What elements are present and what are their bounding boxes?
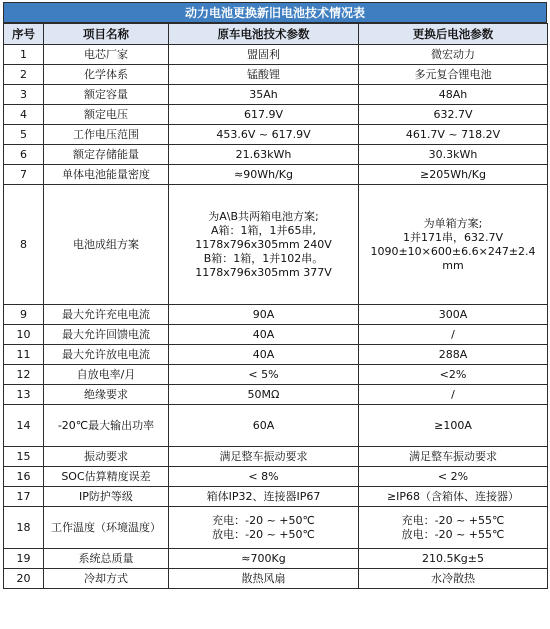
cell-new <box>359 549 548 569</box>
cell-line: mm <box>442 258 464 272</box>
cell-original <box>169 185 359 305</box>
cell-no: 4 <box>4 105 44 125</box>
cell-line: / <box>451 387 455 401</box>
cell-item: 绝缘要求 <box>44 385 169 405</box>
cell-new <box>359 507 548 549</box>
cell-new <box>359 385 548 405</box>
cell-line: 48Ah <box>438 87 468 101</box>
cell-new <box>359 85 548 105</box>
cell-original <box>169 405 359 447</box>
table-row <box>4 365 548 385</box>
cell-original <box>169 65 359 85</box>
table-row <box>4 65 548 85</box>
table-row <box>4 467 548 487</box>
cell-line: ≈700Kg <box>241 551 286 565</box>
cell-new <box>359 569 548 589</box>
cell-line: 617.9V <box>243 107 283 121</box>
table-row <box>4 487 548 507</box>
table-row <box>4 165 548 185</box>
cell-new <box>359 305 548 325</box>
cell-original <box>169 447 359 467</box>
cell-line: 多元复合锂电池 <box>414 67 492 81</box>
cell-item: 系统总质量 <box>44 549 169 569</box>
cell-line: ≥IP68（含箱体、连接器） <box>386 489 520 503</box>
cell-line: < 5% <box>248 367 279 381</box>
cell-original <box>169 467 359 487</box>
cell-original <box>169 105 359 125</box>
table-title: 动力电池更换新旧电池技术情况表 <box>3 2 547 23</box>
cell-new <box>359 345 548 365</box>
cell-line: 充电：-20 ~ +50℃ <box>212 513 315 527</box>
table-row <box>4 85 548 105</box>
cell-line: 1090±10×600±6.6×247±2.4 <box>370 244 536 258</box>
cell-line: ≥100A <box>434 418 472 432</box>
cell-no: 3 <box>4 85 44 105</box>
cell-line: 散热风扇 <box>241 571 286 585</box>
cell-line: <2% <box>439 367 467 381</box>
cell-line: < 2% <box>437 469 469 483</box>
cell-line: ≈90Wh/Kg <box>234 167 293 181</box>
cell-no: 20 <box>4 569 44 589</box>
header-original: 原车电池技术参数 <box>169 24 359 45</box>
cell-original <box>169 125 359 145</box>
cell-line: 为A\B共两箱电池方案; <box>208 209 319 223</box>
table-row <box>4 385 548 405</box>
cell-line: 50MΩ <box>247 387 280 401</box>
cell-new <box>359 365 548 385</box>
cell-item: 额定容量 <box>44 85 169 105</box>
cell-line: 210.5Kg±5 <box>422 551 484 565</box>
cell-original <box>169 305 359 325</box>
table-row <box>4 345 548 365</box>
cell-no: 5 <box>4 125 44 145</box>
cell-item: 工作温度（环境温度） <box>44 507 169 549</box>
cell-line: 放电：-20 ~ +55℃ <box>401 527 505 541</box>
cell-line: 充电：-20 ~ +55℃ <box>401 513 505 527</box>
cell-line: 21.63kWh <box>235 147 292 161</box>
cell-original <box>169 85 359 105</box>
cell-original <box>169 487 359 507</box>
cell-line: 1178x796x305mm 377V <box>195 265 332 279</box>
table-row <box>4 549 548 569</box>
cell-new <box>359 405 548 447</box>
cell-new <box>359 105 548 125</box>
header-item: 项目名称 <box>44 24 169 45</box>
cell-new <box>359 165 548 185</box>
cell-no: 6 <box>4 145 44 165</box>
cell-item: 电池成组方案 <box>44 185 169 305</box>
cell-line: 288A <box>438 347 468 361</box>
cell-line: 300A <box>438 307 468 321</box>
cell-no: 14 <box>4 405 44 447</box>
cell-original <box>169 45 359 65</box>
cell-line: 90A <box>252 307 275 321</box>
cell-line: 盟固利 <box>247 47 280 61</box>
cell-item: 额定存储能量 <box>44 145 169 165</box>
cell-item: 最大允许充电电流 <box>44 305 169 325</box>
table-row <box>4 105 548 125</box>
cell-item: SOC估算精度误差 <box>44 467 169 487</box>
cell-new <box>359 325 548 345</box>
cell-line: 35Ah <box>249 87 278 101</box>
cell-original <box>169 549 359 569</box>
cell-item: 工作电压范围 <box>44 125 169 145</box>
cell-item: 最大允许放电电流 <box>44 345 169 365</box>
cell-line: 40A <box>252 347 275 361</box>
header-row <box>4 24 548 45</box>
cell-original <box>169 365 359 385</box>
cell-item: 单体电池能量密度 <box>44 165 169 185</box>
cell-line: 461.7V ~ 718.2V <box>405 127 501 141</box>
cell-line: 632.7V <box>433 107 473 121</box>
table-row <box>4 507 548 549</box>
cell-original <box>169 569 359 589</box>
cell-line: 满足整车振动要求 <box>219 449 308 463</box>
cell-no: 7 <box>4 165 44 185</box>
cell-original <box>169 165 359 185</box>
cell-no: 15 <box>4 447 44 467</box>
cell-line: 40A <box>252 327 275 341</box>
cell-original <box>169 507 359 549</box>
cell-no: 13 <box>4 385 44 405</box>
header-no: 序号 <box>4 24 44 45</box>
cell-item: -20℃最大输出功率 <box>44 405 169 447</box>
cell-item: 冷却方式 <box>44 569 169 589</box>
table-row <box>4 325 548 345</box>
table-row <box>4 185 548 305</box>
cell-original <box>169 385 359 405</box>
cell-no: 9 <box>4 305 44 325</box>
cell-no: 10 <box>4 325 44 345</box>
cell-no: 2 <box>4 65 44 85</box>
table-row <box>4 569 548 589</box>
cell-item: 化学体系 <box>44 65 169 85</box>
cell-new <box>359 125 548 145</box>
cell-new <box>359 185 548 305</box>
cell-item: 额定电压 <box>44 105 169 125</box>
cell-item: 自放电率/月 <box>44 365 169 385</box>
cell-line: 微宏动力 <box>431 47 475 61</box>
cell-original <box>169 345 359 365</box>
header-new: 更换后电池参数 <box>359 24 548 45</box>
cell-line: A箱：1箱，1并65串, <box>210 223 316 237</box>
table-row <box>4 125 548 145</box>
cell-line: / <box>451 327 455 341</box>
cell-new <box>359 447 548 467</box>
cell-no: 1 <box>4 45 44 65</box>
cell-line: ≥205Wh/Kg <box>420 167 486 181</box>
cell-line: 1178x796x305mm 240V <box>195 237 332 251</box>
cell-no: 18 <box>4 507 44 549</box>
cell-line: 453.6V ~ 617.9V <box>216 127 311 141</box>
cell-item: 电芯厂家 <box>44 45 169 65</box>
cell-line: 60A <box>252 418 275 432</box>
cell-no: 8 <box>4 185 44 305</box>
cell-item: IP防护等级 <box>44 487 169 507</box>
cell-new <box>359 145 548 165</box>
table-row <box>4 405 548 447</box>
cell-no: 12 <box>4 365 44 385</box>
cell-original <box>169 145 359 165</box>
table-row <box>4 447 548 467</box>
cell-line: 放电：-20 ~ +50℃ <box>212 527 315 541</box>
cell-no: 17 <box>4 487 44 507</box>
cell-line: 锰酸锂 <box>247 67 280 81</box>
cell-new <box>359 467 548 487</box>
cell-item: 最大允许回馈电流 <box>44 325 169 345</box>
spec-table <box>3 23 548 589</box>
table-row <box>4 305 548 325</box>
cell-line: 为单箱方案; <box>423 216 483 230</box>
cell-no: 11 <box>4 345 44 365</box>
cell-line: 箱体IP32、连接器IP67 <box>206 489 321 503</box>
cell-line: 30.3kWh <box>428 147 478 161</box>
table-body <box>4 45 548 589</box>
cell-line: 水冷散热 <box>431 571 475 585</box>
cell-line: 满足整车振动要求 <box>409 449 497 463</box>
table-row <box>4 145 548 165</box>
cell-new <box>359 65 548 85</box>
cell-line: 1并171串，632.7V <box>402 230 503 244</box>
cell-line: B箱：1箱，1并102串。 <box>203 251 324 265</box>
cell-no: 19 <box>4 549 44 569</box>
cell-no: 16 <box>4 467 44 487</box>
table-row <box>4 45 548 65</box>
cell-new <box>359 45 548 65</box>
cell-line: < 8% <box>248 469 279 483</box>
spec-sheet <box>3 2 547 622</box>
cell-item: 振动要求 <box>44 447 169 467</box>
cell-new <box>359 487 548 507</box>
cell-original <box>169 325 359 345</box>
